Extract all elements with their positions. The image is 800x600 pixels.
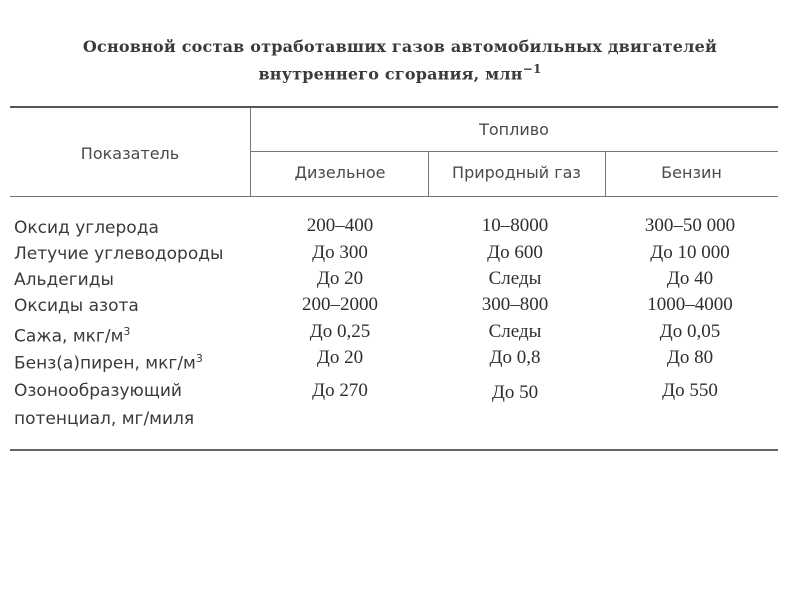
table-bottom-rule [10,449,778,451]
cell-ozone-potential-diesel: До 270 [312,380,368,401]
cell-soot-petrol: До 0,05 [659,321,721,342]
row-label-benzapyrene-exponent: 3 [195,352,203,365]
cell-nitrogen-oxides-petrol: 1000–4000 [647,294,733,315]
table-title-unit-exponent: −1 [522,62,542,76]
cell-aldehydes-diesel: До 20 [316,268,364,289]
row-label-ozone-potential-line-1: Озонообразующий [14,381,182,401]
cell-benzapyrene-diesel: До 20 [316,347,364,368]
cell-volatile-hydrocarbons-diesel: До 300 [312,242,368,263]
row-label-benzapyrene-text: Бенз(а)пирен, мкг/м [14,353,196,374]
table-title-line-1: Основной состав отработавших газов автомобильных двигателей [82,37,718,56]
row-label-aldehydes: Альдегиды [14,270,114,290]
cell-soot-diesel: До 0,25 [309,321,371,342]
cell-nitrogen-oxides-gas: 300–800 [481,294,549,315]
header-column-diesel: Дизельное [294,163,386,182]
table-title-line-2 [0,62,800,83]
row-label-volatile-hydrocarbons: Летучие углеводороды [14,244,224,264]
cell-volatile-hydrocarbons-petrol: До 10 000 [650,242,730,263]
cell-benzapyrene-gas: До 0,8 [489,347,541,368]
cell-carbon-monoxide-gas: 10–8000 [481,215,549,236]
row-label-ozone-potential-line-2: потенциал, мг/миля [14,409,195,429]
row-label-soot-text: Сажа, мкг/м [14,326,124,347]
cell-carbon-monoxide-diesel: 200–400 [306,215,374,236]
cell-soot-gas: Следы [488,321,542,342]
table-top-rule [10,106,778,108]
cell-nitrogen-oxides-diesel: 200–2000 [302,294,378,315]
table-header-bottom-rule [10,196,778,197]
row-label-benzapyrene [14,346,203,377]
cell-aldehydes-petrol: До 40 [666,268,714,289]
cell-ozone-potential-gas: До 50 [491,382,539,403]
header-fuel-underline [250,151,778,152]
row-label-soot-exponent: 3 [123,325,131,338]
header-indicator: Показатель [80,144,180,163]
header-fuel: Топливо [479,120,549,139]
cell-aldehydes-gas: Следы [488,268,542,289]
cell-benzapyrene-petrol: До 80 [666,347,714,368]
header-column-natural-gas: Природный газ [452,163,581,182]
cell-carbon-monoxide-petrol: 300–50 000 [644,215,736,236]
row-label-carbon-monoxide: Оксид углерода [14,218,159,238]
table-title-line-2-text: внутреннего сгорания, млн [258,64,523,84]
cell-ozone-potential-petrol: До 550 [662,380,718,401]
header-column-petrol: Бензин [661,163,722,182]
cell-volatile-hydrocarbons-gas: До 600 [487,242,543,263]
row-label-nitrogen-oxides: Оксиды азота [14,296,139,316]
